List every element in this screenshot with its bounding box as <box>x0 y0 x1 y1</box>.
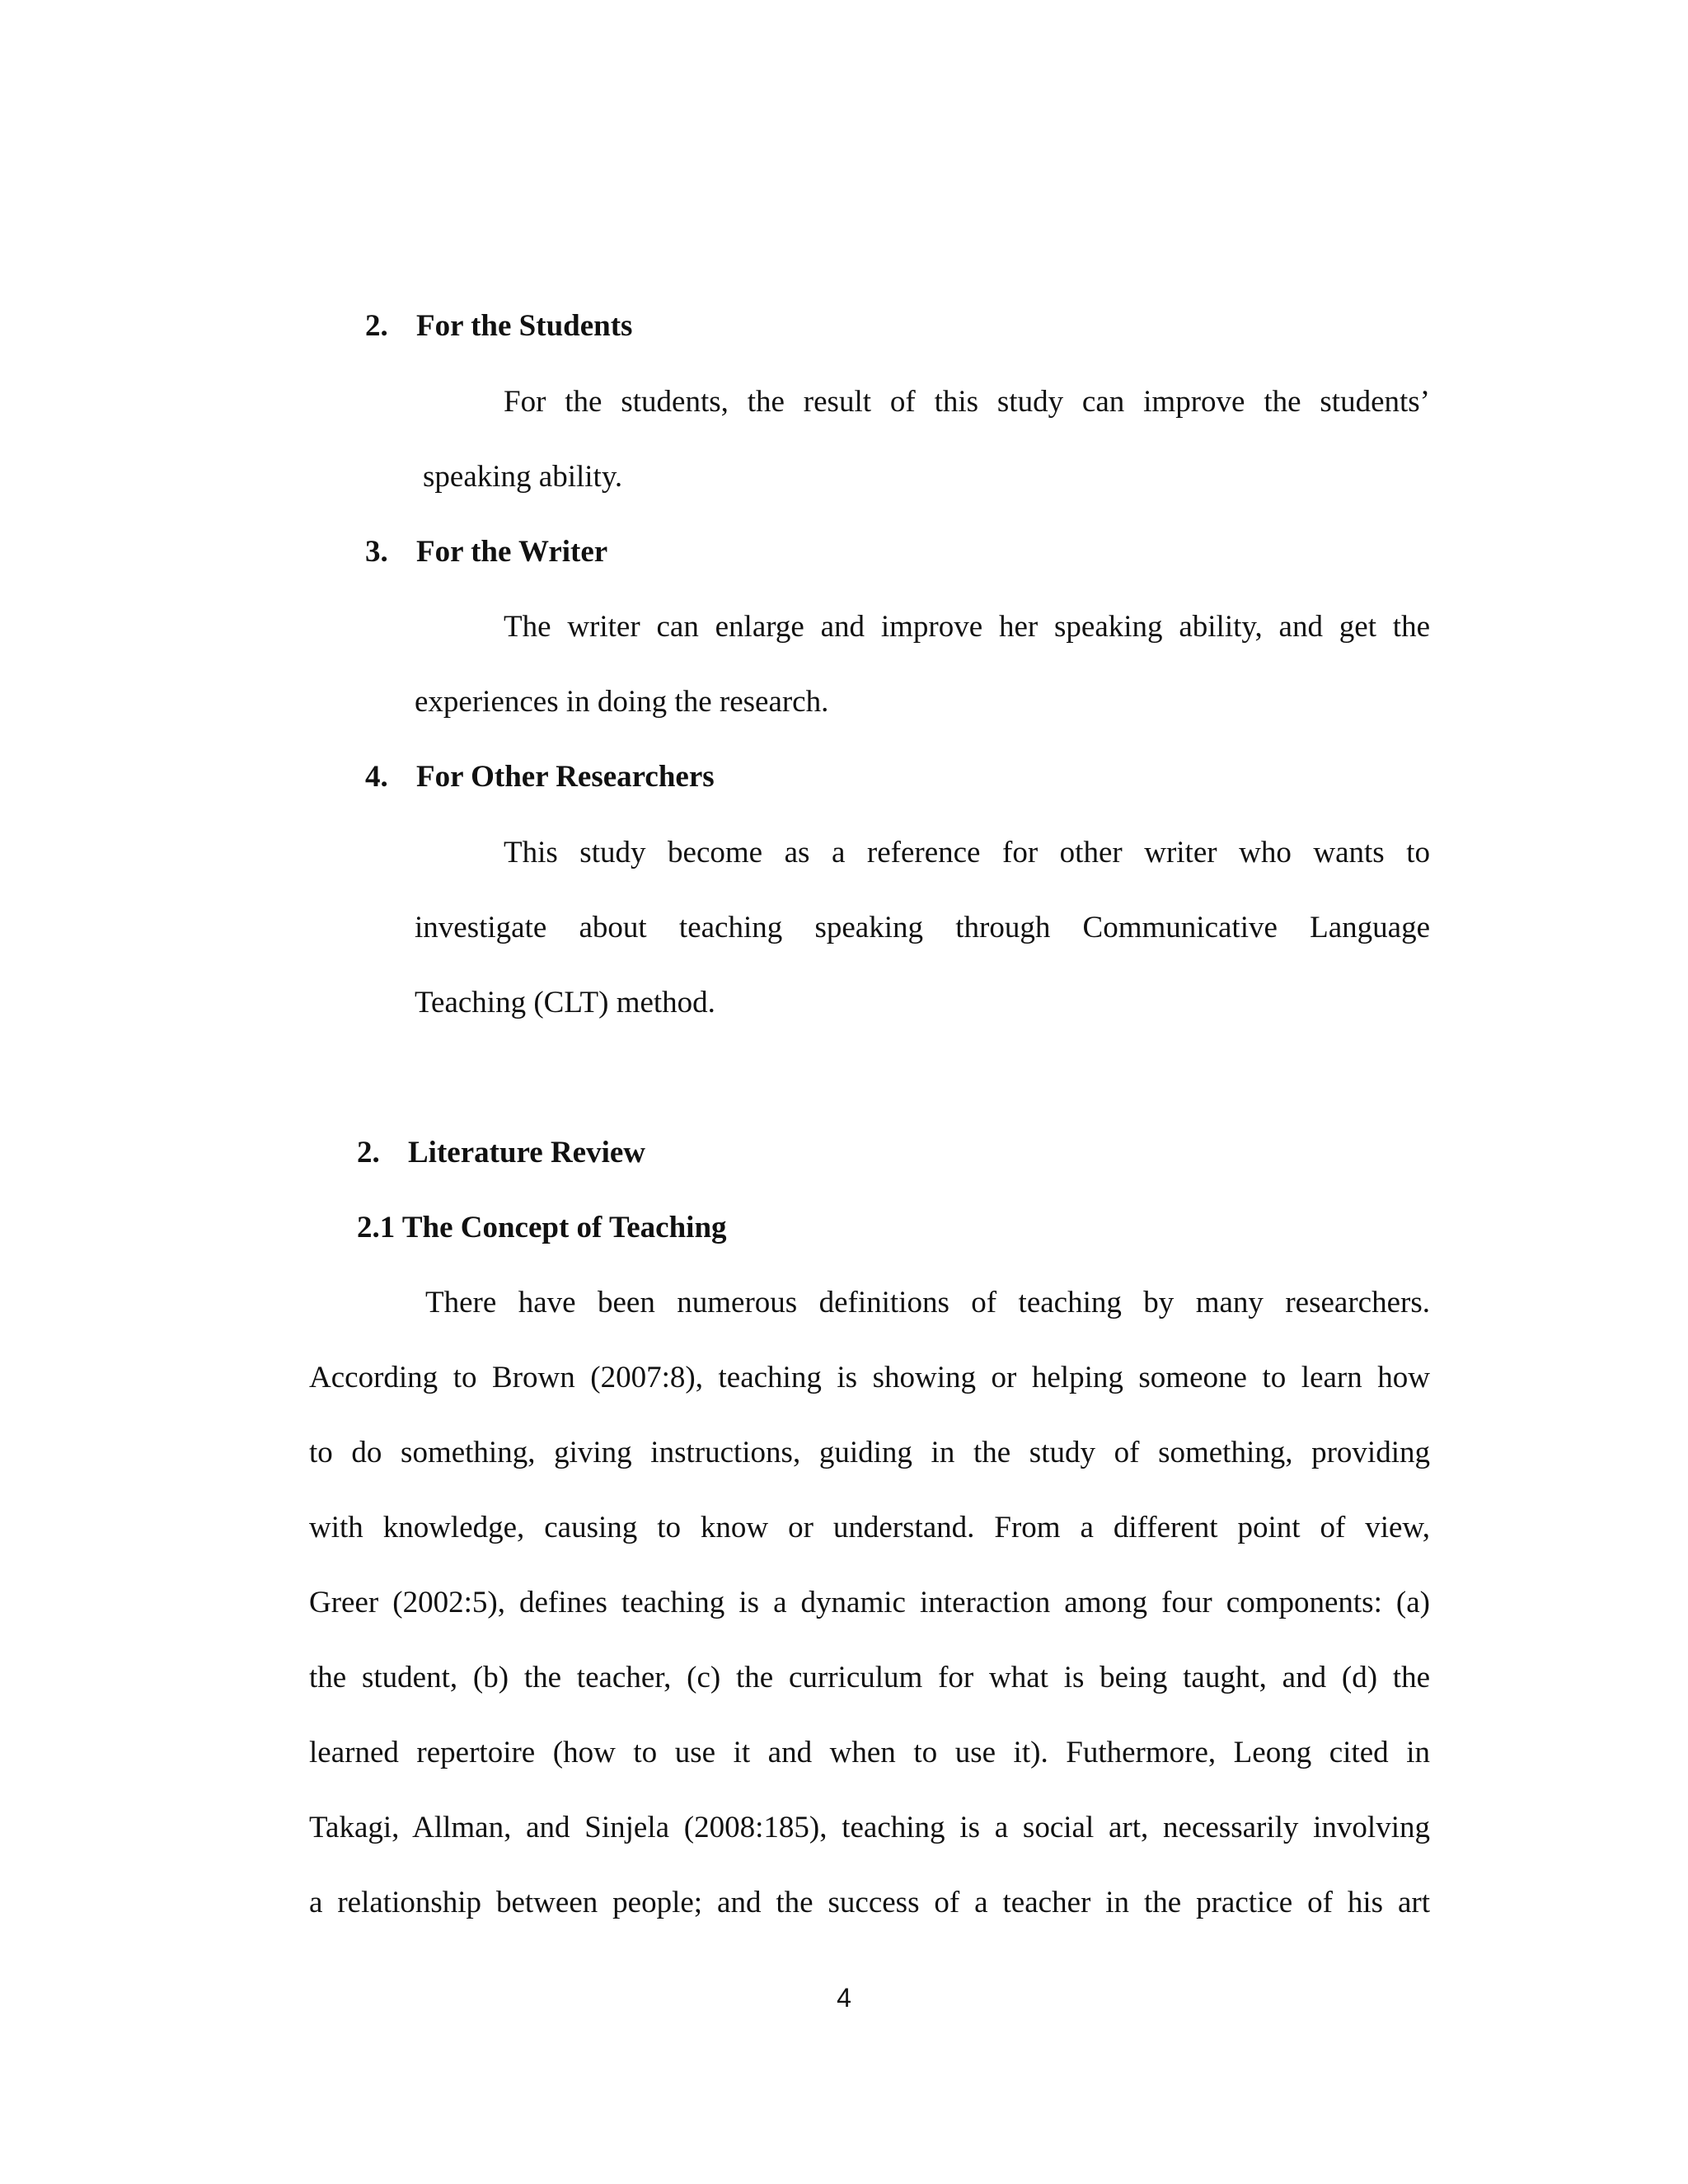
body-paragraph-line-3: to do something, giving instructions, guiding in the study of something, providing <box>309 1436 1430 1469</box>
students-paragraph-line-2: speaking ability. <box>423 460 623 494</box>
body-paragraph-line-2: According to Brown (2007:8), teaching is showing or helping someone to learn how <box>309 1361 1430 1394</box>
heading-for-the-students <box>365 308 632 344</box>
page-number: 4 <box>837 1983 851 2013</box>
body-paragraph-line-9: a relationship between people; and the success of a teacher in the practice of his art <box>309 1886 1430 1919</box>
writer-paragraph-line-1: The writer can enlarge and improve her speaking ability, and get the <box>504 610 1430 644</box>
body-paragraph-line-8: Takagi, Allman, and Sinjela (2008:185), teaching is a social art, necessarily involving <box>309 1811 1430 1844</box>
list-number: 3. <box>365 535 388 569</box>
body-paragraph-line-7: learned repertoire (how to use it and when to use it). Futhermore, Leong cited in <box>309 1736 1430 1769</box>
researchers-paragraph-line-2: investigate about teaching speaking through Communicative Language <box>415 911 1430 944</box>
researchers-paragraph-line-1: This study become as a reference for other writer who wants to <box>504 836 1430 869</box>
heading-text: For the Writer <box>416 535 608 569</box>
writer-paragraph-line-2: experiences in doing the research. <box>415 685 829 719</box>
heading-for-the-writer <box>365 534 607 570</box>
list-number: 4. <box>365 760 388 794</box>
students-paragraph-line-1: For the students, the result of this study can improve the students’ <box>504 385 1430 419</box>
list-number: 2. <box>365 309 388 343</box>
heading-text: For the Students <box>416 309 633 343</box>
body-paragraph-line-1: There have been numerous definitions of teaching by many researchers. <box>425 1286 1430 1319</box>
heading-text: Literature Review <box>408 1136 646 1169</box>
heading-text: For Other Researchers <box>416 760 715 794</box>
subheading-concept-of-teaching: 2.1 The Concept of Teaching <box>357 1211 727 1244</box>
heading-for-other-researchers <box>365 759 715 795</box>
body-paragraph-line-5: Greer (2002:5), defines teaching is a dynamic interaction among four components: (a) <box>309 1586 1430 1619</box>
researchers-paragraph-line-3: Teaching (CLT) method. <box>415 986 715 1019</box>
heading-literature-review <box>357 1135 645 1171</box>
section-number: 2. <box>357 1136 380 1169</box>
body-paragraph-line-4: with knowledge, causing to know or understand. From a different point of view, <box>309 1511 1430 1544</box>
body-paragraph-line-6: the student, (b) the teacher, (c) the curriculum for what is being taught, and (d) the <box>309 1661 1430 1694</box>
